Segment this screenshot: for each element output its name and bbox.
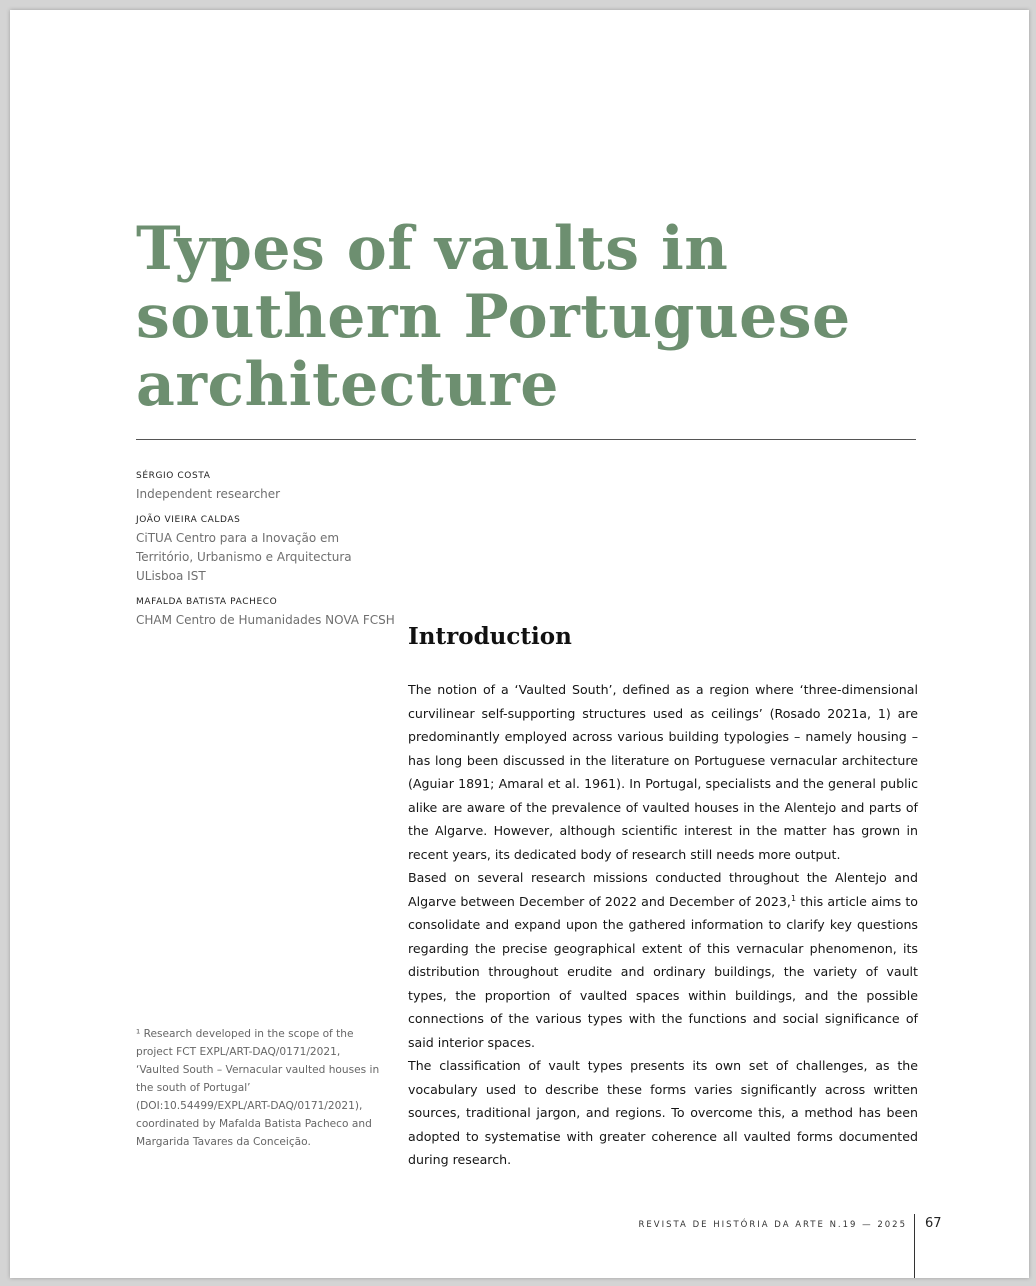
- paragraph: [408, 866, 918, 1054]
- author-list: [136, 469, 396, 639]
- footnote-text: ¹ Research developed in the scope of the project FCT EXPL/ART-DAQ/0171/2021, ‘Vaulted South – Vernacular vaulted houses in the south of Portugal’ (DOI:10.54499/EXPL/ART-DAQ/0171/2021), coordinated by Mafalda Batista Pacheco and Margarida Tavares da Conceição.: [136, 1028, 380, 1148]
- author-affiliation: CiTUA Centro para a Inovação em Território, Urbanismo e Arquitectura ULisboa IST: [136, 531, 352, 583]
- paragraph-text: Based on several research missions conducted throughout the Alentejo and Algarve between December of 2022 and December of 2023,: [408, 870, 918, 909]
- article-title: Types of vaults in southern Portuguese architecture: [136, 214, 851, 420]
- footnote: [136, 1025, 386, 1151]
- author-name: JOÃO VIEIRA CALDAS: [136, 515, 241, 525]
- body-text: [408, 678, 918, 1172]
- author-affiliation: Independent researcher: [136, 487, 281, 501]
- paper-page: [10, 10, 1029, 1278]
- page-number: 67: [925, 1216, 942, 1231]
- author-entry: [136, 513, 396, 586]
- author-name: MAFALDA BATISTA PACHECO: [136, 597, 278, 607]
- footer-divider: [914, 1214, 915, 1278]
- section-heading: Introduction: [408, 623, 572, 650]
- author-entry: [136, 469, 396, 504]
- author-entry: [136, 595, 396, 630]
- paragraph: The notion of a ‘Vaulted South’, defined as a region where ‘three-dimensional curvilinear self-supporting structures used as ceilings’ (Rosado 2021a, 1) are predominantly employed across various building typologies – namely housing – has long been discussed in the literature on Portuguese vernacular architecture (Aguiar 1891; Amaral et al. 1961). In Portugal, specialists and the general public alike are aware of the prevalence of vaulted houses in the Alentejo and parts of the Algarve. However, although scientific interest in the matter has grown in recent years, its dedicated body of research still needs more output.: [408, 682, 918, 862]
- author-name: SÉRGIO COSTA: [136, 471, 211, 481]
- paragraph-text: this article aims to consolidate and expand upon the gathered information to clarify key questions regarding the precise geographical extent of this vernacular phenomenon, its distribution throughout erudite and ordinary buildings, the variety of vault types, the proportion of vaulted spaces within buildings, and the possible connections of the various types with the functions and social significance of said interior spaces.: [408, 893, 918, 1050]
- title-divider: [136, 439, 916, 440]
- paragraph: The classification of vault types presents its own set of challenges, as the vocabulary used to describe these forms varies significantly across written sources, traditional jargon, and regions. To overcome this, a method has been adopted to systematise with greater coherence all vaulted forms documented during research.: [408, 1058, 918, 1167]
- author-affiliation: CHAM Centro de Humanidades NOVA FCSH: [136, 613, 395, 627]
- journal-footer: REVISTA DE HISTÓRIA DA ARTE N.19 — 2025: [638, 1220, 907, 1230]
- footnote-marker[interactable]: 1: [790, 893, 797, 903]
